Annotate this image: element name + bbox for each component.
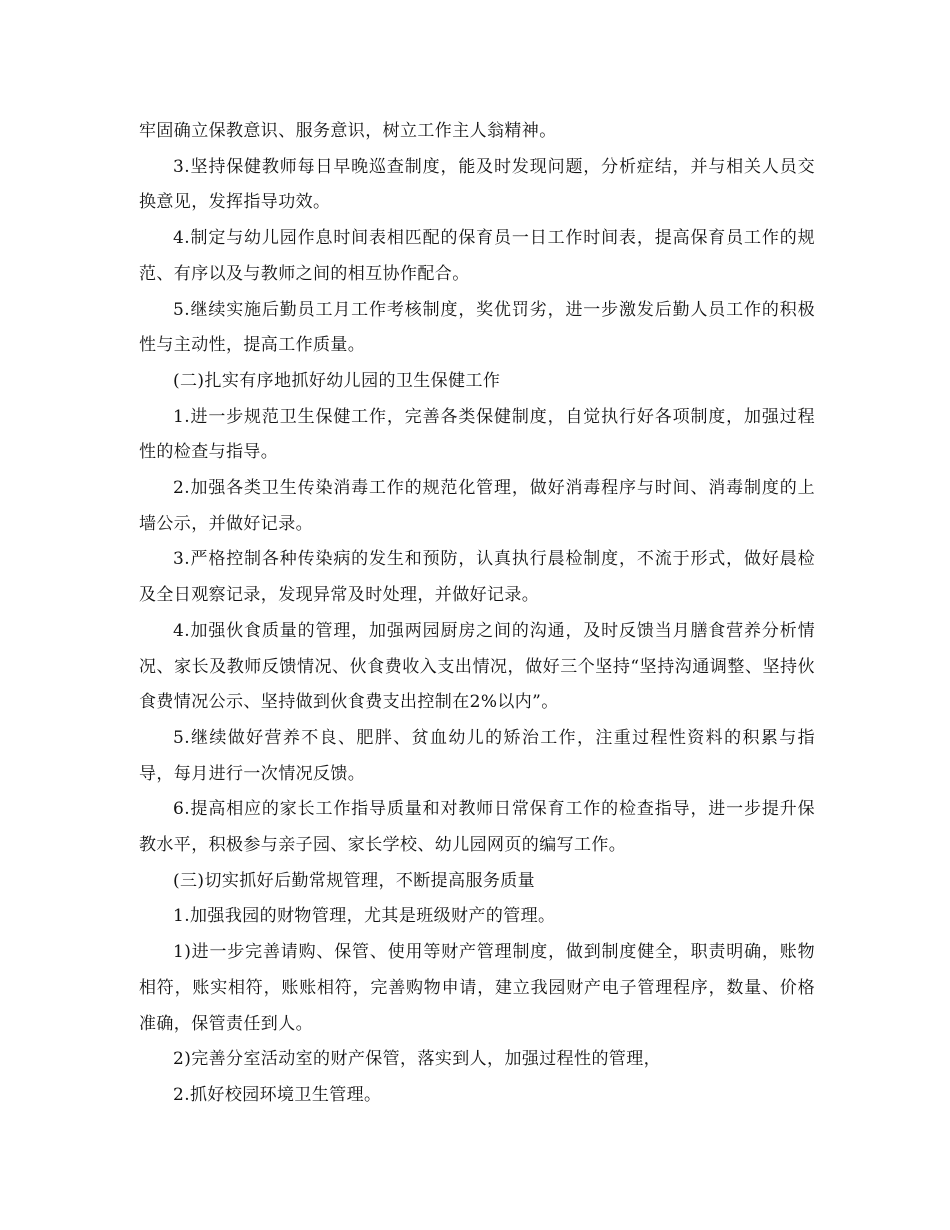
paragraph: 3.坚持保健教师每日早晚巡查制度，能及时发现问题，分析症结，并与相关人员交换意见，发挥指导功效。 xyxy=(139,156,815,213)
paragraph: 4.加强伙食质量的管理，加强两园厨房之间的沟通，及时反馈当月膳食营养分析情况、家长及教师反馈情况、伙食费收入支出情况，做好三个坚持“坚持沟通调整、坚持伙食费情况公示、坚持做到伙食费支出控制在2%以内”。 xyxy=(139,620,815,713)
paragraph: 5.继续做好营养不良、肥胖、贫血幼儿的矫治工作，注重过程性资料的积累与指导，每月进行一次情况反馈。 xyxy=(139,727,815,784)
section-heading: (二)扎实有序地抓好幼儿园的卫生保健工作 xyxy=(173,370,501,391)
document-body xyxy=(139,114,815,1114)
paragraph: 牢固确立保教意识、服务意识，树立工作主人翁精神。 xyxy=(139,121,557,141)
paragraph: 2)完善分室活动室的财产保管，落实到人，加强过程性的管理， xyxy=(173,1049,662,1070)
paragraph: 1.进一步规范卫生保健工作，完善各类保健制度，自觉执行好各项制度，加强过程性的检查与指导。 xyxy=(139,406,815,463)
paragraph: 3.严格控制各种传染病的发生和预防，认真执行晨检制度，不流于形式，做好晨检及全日观察记录，发现异常及时处理，并做好记录。 xyxy=(139,549,815,606)
paragraph: 5.继续实施后勤员工月工作考核制度，奖优罚劣，进一步激发后勤人员工作的积极性与主动性，提高工作质量。 xyxy=(139,299,815,356)
paragraph: 2.加强各类卫生传染消毒工作的规范化管理，做好消毒程序与时间、消毒制度的上墙公示，并做好记录。 xyxy=(139,478,815,534)
paragraph: 2.抓好校园环境卫生管理。 xyxy=(173,1084,382,1105)
paragraph: 1)进一步完善请购、保管、使用等财产管理制度，做到制度健全，职责明确，账物相符，账实相符，账账相符，完善购物申请，建立我园财产电子管理程序，数量、价格准确，保管责任到人。 xyxy=(139,942,815,1034)
section-heading: (三)切实抓好后勤常规管理，不断提高服务质量 xyxy=(173,870,536,891)
paragraph: 1.加强我园的财物管理，尤其是班级财产的管理。 xyxy=(173,906,556,927)
paragraph: 6.提高相应的家长工作指导质量和对教师日常保育工作的检查指导，进一步提升保教水平，积极参与亲子园、家长学校、幼儿园网页的编写工作。 xyxy=(139,799,815,856)
paragraph: 4.制定与幼儿园作息时间表相匹配的保育员一日工作时间表，提高保育员工作的规范、有序以及与教师之间的相互协作配合。 xyxy=(139,228,815,284)
